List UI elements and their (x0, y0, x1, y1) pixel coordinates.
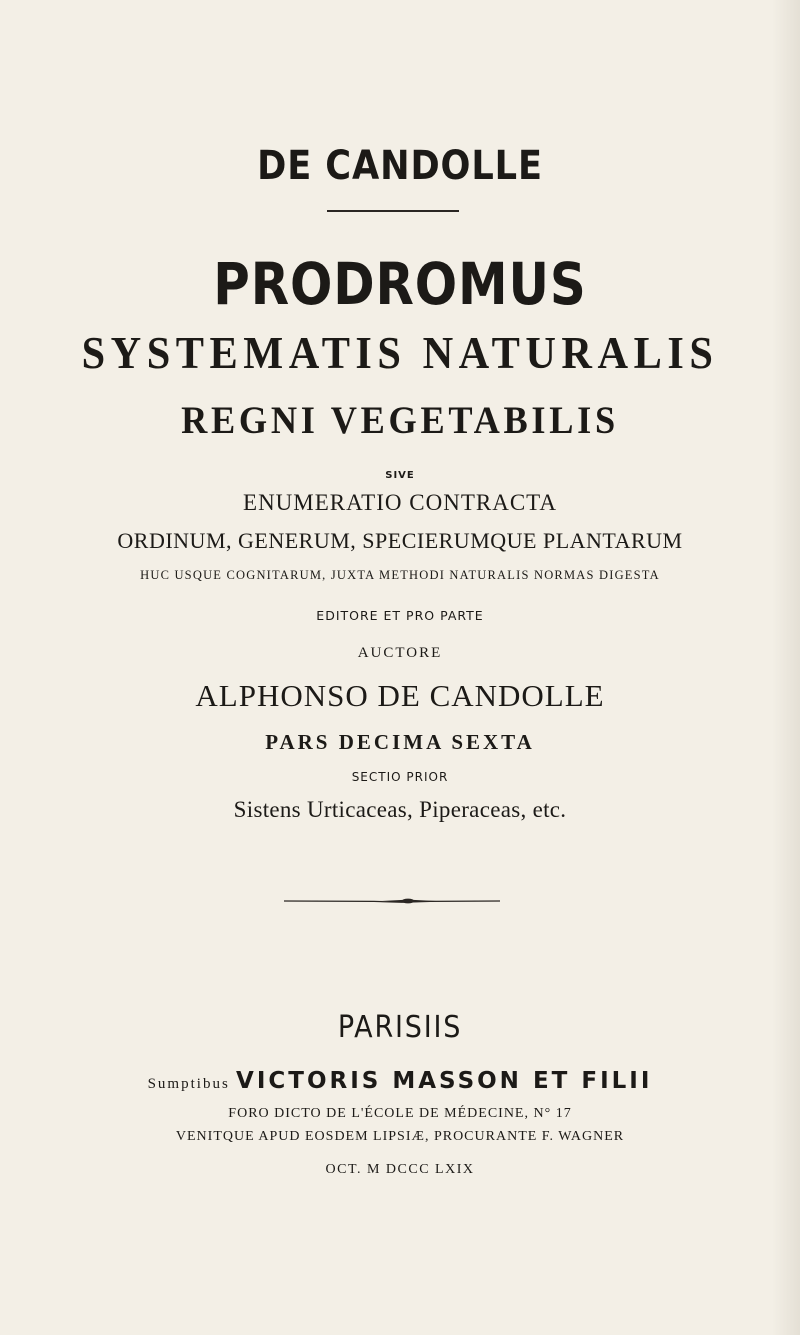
sistens-line: Sistens Urticaceas, Piperaceas, etc. (233, 797, 567, 822)
publication-date: OCT. M DCCC LXIX (325, 1162, 475, 1177)
sumptibus-line (0, 1067, 800, 1095)
enumeratio-line: ENUMERATIO CONTRACTA (243, 490, 557, 515)
publisher-name: VICTORIS MASSON ET FILII (236, 1068, 653, 1094)
sive-text: SIVE (385, 470, 415, 481)
pars-line: PARS DECIMA SEXTA (265, 730, 535, 754)
ornamental-rule (284, 898, 500, 904)
editore-line: EDITORE ET PRO PARTE (316, 608, 484, 623)
ordinum-line: ORDINUM, GENERUM, SPECIERUMQUE PLANTARUM (117, 528, 683, 553)
sectio-line: SECTIO PRIOR (351, 770, 449, 784)
address-line: FORO DICTO DE L'ÉCOLE DE MÉDECINE, N° 17 (228, 1106, 572, 1121)
subtitle-line-2: REGNI VEGETABILIS (181, 399, 619, 442)
sumptibus-text: Sumptibus (147, 1076, 230, 1092)
heading-rule (327, 210, 459, 212)
city-line: PARISIIS (337, 1010, 463, 1045)
auctore-line: AUCTORE (357, 645, 443, 661)
hic-usque-line: HUC USQUE COGNITARUM, JUXTA METHODI NATURALIS NORMAS DIGESTA (140, 568, 660, 582)
venitque-line: VENITQUE APUD EOSDEM LIPSIÆ, PROCURANTE F. WAGNER (175, 1129, 625, 1144)
subtitle-line-1: SYSTEMATIS NATURALIS (81, 327, 719, 378)
author-heading: DE CANDOLLE (257, 143, 543, 189)
book-title: PRODROMUS (213, 250, 587, 318)
editor-name: ALPHONSO DE CANDOLLE (195, 678, 605, 713)
